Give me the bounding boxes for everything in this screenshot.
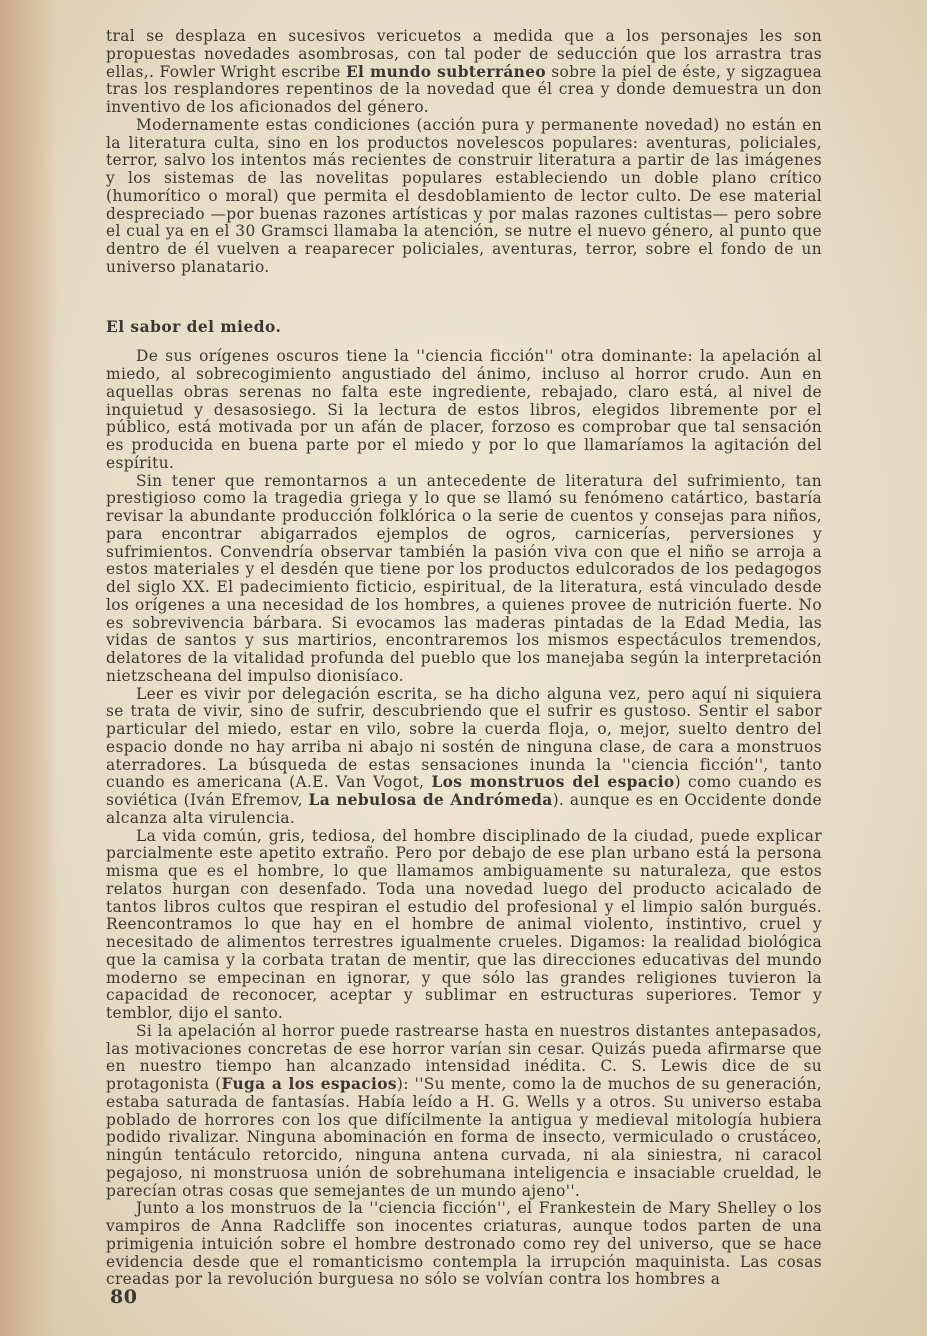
section-heading: El sabor del miedo.: [106, 317, 282, 336]
text-run: Si la apelación al horror puede rastrearse hasta en nuestros distantes antepasados, las motivaciones concretas de ese horror varían sin cesar. Quizás pueda afirmarse que en nuestro tiempo han alcanzado intensidad inédita. C. S. Lewis dice de su protagonista (: [106, 1021, 822, 1093]
text-run: ). aunque es en Occidente donde alcanza alta virulencia.: [106, 791, 822, 827]
paragraph: [106, 828, 822, 1023]
text-run: tral se desplaza en sucesivos vericuetos a medida que a los personajes les son propuestas novedades asombrosas, con tal poder de seducción que los arrastra tras ellas,. Fowler Wright escribe: [106, 27, 822, 81]
text-run: sobre la piel de éste, y sigzaguea tras los resplandores repentinos de la novedad que él crea y donde demuestra un don inventivo de los aficionados del género.: [106, 62, 822, 116]
paragraph: [106, 1200, 822, 1289]
text-run: Leer es vivir por delegación escrita, se ha dicho alguna vez, pero aquí ni siquiera se trata de vivir, sino de sufrir, descubriendo que el sufrir es gustoso. Sentir el sabor particular del miedo, estar en vilo, sobre la cuerda floja, o, mejor, suelto dentro del espacio donde no hay arriba ni abajo ni sostén de ninguna clase, de cara a monstruos aterradores. La búsqueda de estas sensaciones inunda la ''ciencia ficción'', tanto cuando es americana (A.E. Van Vogot,: [106, 684, 822, 792]
text-run: Modernamente estas condiciones (acción pura y permanente novedad) no están en la literatura culta, sino en los productos novelescos populares: aventuras, policiales, terror, salvo los intentos más recientes de construir literatura a partir de las imágenes y los sistemas de las novelitas populares estableciendo un doble plano crítico (humorítico o moral) que permita el desdoblamiento de lector culto. De ese material despreciado —por buenas razones artísticas y por malas razones cultistas— pero sobre el cual ya en el 30 Gramsci llamaba la atención, se nutre el nuevo género, al punto que dentro de él vuelven a reaparecer policiales, aventuras, terror, sobre el fondo de un universo planatario.: [106, 115, 822, 276]
body-text: [106, 28, 822, 1289]
book-title: El mundo subterráneo: [345, 62, 546, 81]
page-number: 80: [110, 1286, 138, 1308]
paragraph: [106, 28, 822, 117]
paragraph: [106, 473, 822, 686]
section-spacer: [106, 277, 822, 311]
page-gutter-shadow: [0, 0, 58, 1336]
book-title: La nebulosa de Andrómeda: [308, 791, 553, 809]
book-title: Fuga a los espacios: [221, 1075, 397, 1093]
text-run: La vida común, gris, tediosa, del hombre disciplinado de la ciudad, puede explicar parcialmente este apetito extraño. Pero por debajo de ese plan urbano está la persona misma que es el hombre, lo que llamamos ambiguamente su naturaleza, que estos relatos hurgan con desenfado. Toda una novedad luego del producto acicalado de tantos libros cultos que respiran el estudio del profesional y el limpio salón burgués. Reencontramos lo que hay en el hombre de animal violento, instintivo, cruel y necesitado de alimentos terrestres igualmente crueles. Digamos: la realidad biológica que la camisa y la corbata tratan de mentir, que las direcciones educativas del mundo moderno se empecinan en ignorar, y que sólo las grandes religiones tuvieron la capacidad de reconocer, aceptar y sublimar en estructuras superiores. Temor y temblor, dijo el santo.: [106, 826, 822, 1022]
text-run: De sus orígenes oscuros tiene la ''ciencia ficción'' otra dominante: la apelación al miedo, al sobrecogimiento angustiado del ánimo, incluso al horror crudo. Aun en aquellas obras serenas no falta este ingrediente, rebajado, claro está, al nivel de inquietud y desasosiego. Si la lectura de estos libros, elegidos libremente por el público, está motivada por un afán de placer, forzoso es comprobar que tal sensación es producida en buena parte por el miedo y por lo que llamaríamos la agitación del espíritu.: [106, 347, 822, 472]
text-run: Junto a los monstruos de la ''ciencia ficción'', el Frankestein de Mary Shelley o los vampiros de Anna Radcliffe son inocentes criaturas, aunque todos parten de una primigenia intuición sobre el hombre destronado como rey del universo, que se hace evidencia desde que el romanticismo contempla la irrupción maquinista. Las cosas creadas por la revolución burguesa no sólo se volvían contra los hombres a: [106, 1199, 822, 1289]
text-run: ): ''Su mente, como la de muchos de su generación, estaba saturada de fantasías. Había leído a H. G. Wells y a otros. Su universo estaba poblado de horrores con los que difícilmente la antigua y medieval mitología hubiera podido rivalizar. Ninguna abominación en forma de insecto, vermiculado o crustáceo, ningún tentáculo retorcido, ninguna antena curvada, ni ala siniestra, ni caracol pegajoso, ni monstruosa unión de sobrehumana inteligencia e insaciable crueldad, le parecían otras cosas que semejantes de un mundo ajeno''.: [106, 1075, 823, 1200]
text-run: ) como cuando es soviética (Iván Efremov,: [106, 773, 822, 809]
paragraph: [106, 1023, 822, 1201]
paragraph: [106, 686, 822, 828]
paragraph: [106, 117, 822, 277]
book-title: Los monstruos del espacio: [431, 773, 675, 792]
text-run: Sin tener que remontarnos a un antecedente de literatura del sufrimiento, tan prestigioso como la tragedia griega y lo que se llamó su fenómeno catártico, bastaría revisar la abundante producción folklórica o la serie de cuentos y consejas para niños, para encontrar abigarrados ejemplos de ogros, carnicerías, perversiones y sufrimientos. Convendría observar también la pasión viva con que el niño se arroja a estos materiales y el desdén que tiene por los productos edulcorados de los pedagogos del siglo XX. El padecimiento ficticio, espiritual, de la literatura, está vinculado desde los orígenes a una necesidad de los hombres, a quienes provee de nutrición fuerte. No es sobrevivencia bárbara. Si evocamos las maderas pintadas de la Edad Media, las vidas de santos y sus martirios, encontraremos los mismos espectáculos tremendos, delatores de la vitalidad profunda del pueblo que los manejaba según la interpretación nietzscheana del impulso dionisíaco.: [106, 471, 822, 685]
paragraph: [106, 348, 822, 472]
